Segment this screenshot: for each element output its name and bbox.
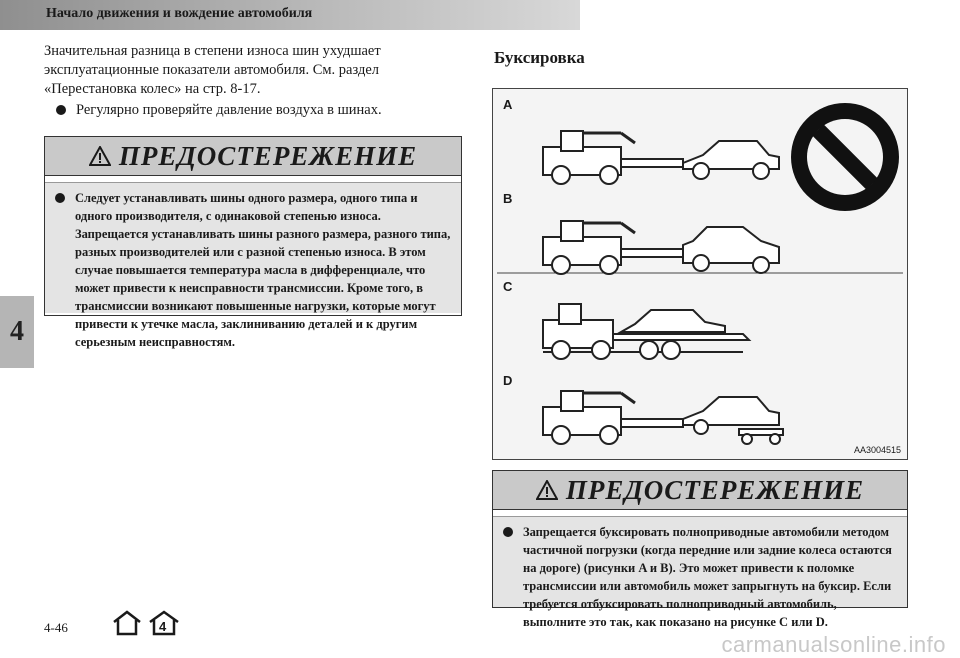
warning-title: ПРЕДОСТЕРЕЖЕНИЕ <box>118 140 418 171</box>
bullet-dot-icon <box>55 193 65 203</box>
intro-paragraph: Значительная разница в степени износа шин ухудшает эксплуатационные показатели автомобиля. См. раздел «Перестановка колес» на стр. 8-17. <box>44 43 381 97</box>
warning-box-tires <box>44 136 462 349</box>
page-number: 4-46 <box>44 620 68 635</box>
warning-text: Следует устанавливать шины одного размера, одного типа и одного производителя, с одинаковой степенью износа. Запрещается устанавливать шины разного размера, разного типа, разных производителей или с разной степенью износа. В этом случае повышается температура масла в дифференциале, что может привести к неисправности трансмиссии. Кроме того, в трансмиссии возникают повышенные нагрузки, которые могут привести к утечке масла, заклиниванию деталей и к другим серьезным неисправностям. <box>75 191 451 349</box>
figure-label-c: C <box>503 279 513 294</box>
bullet-dot-icon <box>503 527 513 537</box>
left-column <box>44 42 462 120</box>
nav-icons <box>112 610 180 641</box>
warning-header <box>493 471 907 510</box>
warning-triangle-icon <box>536 480 558 500</box>
warning-title: ПРЕДОСТЕРЕЖЕНИЕ <box>565 474 865 505</box>
tow-scene-b <box>543 221 779 274</box>
watermark: carmanualsonline.info <box>721 632 946 657</box>
warning-triangle-icon <box>89 146 111 166</box>
warning-body <box>45 182 461 349</box>
home-icon[interactable] <box>112 610 142 636</box>
prohibition-icon <box>791 103 899 211</box>
tow-scene-a <box>543 131 779 184</box>
chapter-home-icon[interactable] <box>148 610 180 636</box>
towing-illustration <box>493 89 907 459</box>
figure-code: AA3004515 <box>853 445 901 455</box>
chapter-home-number: 4 <box>159 619 167 634</box>
section-title-towing: Буксировка <box>494 48 585 67</box>
warning-text: Запрещается буксировать полноприводные автомобили методом частичной погрузки (когда передние или задние колеса остаются на дороге) (рисунки A и B). Это может привести к поломке трансмиссии или автомобиль может запрыгнуть на буксир. Если требуется отбуксировать полноприводный автомобиль, выполните это так, как показано на рисунке C или D. <box>523 525 892 629</box>
warning-box-towing <box>492 470 908 629</box>
warning-body <box>493 516 907 629</box>
chapter-number: 4 <box>10 316 24 347</box>
figure-label-d: D <box>503 373 513 388</box>
bullet-dot-icon <box>56 105 66 115</box>
figure-label-a: A <box>503 97 513 112</box>
tow-scene-c <box>543 304 749 359</box>
bullet-text: Регулярно проверяйте давление воздуха в шинах. <box>76 102 382 118</box>
header-title: Начало движения и вождение автомобиля <box>46 6 313 21</box>
header-bar <box>0 0 580 30</box>
chapter-tab[interactable] <box>0 296 34 368</box>
warning-header <box>45 137 461 176</box>
tow-scene-d <box>543 391 783 444</box>
towing-figure <box>492 88 908 460</box>
figure-label-b: B <box>503 191 513 206</box>
bullet-item <box>56 101 462 120</box>
